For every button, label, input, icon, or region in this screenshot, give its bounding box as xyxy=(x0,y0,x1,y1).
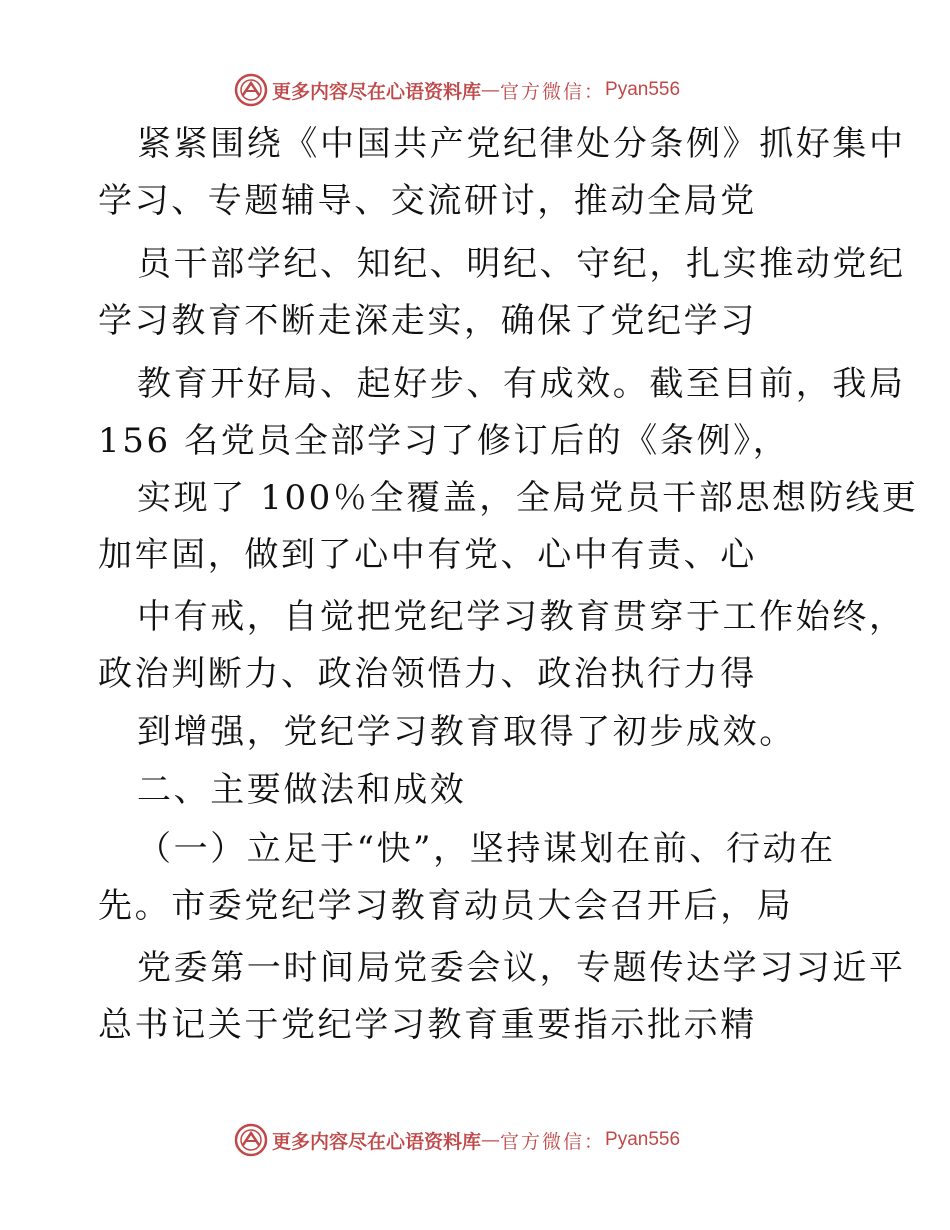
section-heading: 二、主要做法和成效 xyxy=(137,770,467,810)
text-line: 学习、专题辅导、交流研讨，推动全局党 xyxy=(98,181,757,221)
watermark-wechat-label: 官方微信： xyxy=(500,80,606,103)
text-line: 学习教育不断走深走实，确保了党纪学习 xyxy=(98,301,757,341)
watermark-wechat-id: Pyan556 xyxy=(605,79,681,100)
text-line: 总书记关于党纪学习教育重要指示批示精 xyxy=(98,1005,757,1045)
text-line: 政治判断力、政治领悟力、政治执行力得 xyxy=(98,654,757,694)
text-line: 紧紧围绕《中国共产党纪律处分条例》抓好集中 xyxy=(137,124,906,164)
watermark-wechat-label: 官方微信： xyxy=(500,1130,606,1153)
text-line: 实现了 100％全覆盖，全局党员干部思想防线更 xyxy=(137,478,919,518)
seal-logo-icon xyxy=(234,1123,268,1157)
watermark-separator: — xyxy=(481,79,501,101)
text-line: 员干部学纪、知纪、明纪、守纪，扎实推动党纪 xyxy=(137,244,906,284)
text-line: 加牢固，做到了心中有党、心中有责、心 xyxy=(98,535,757,575)
subsection-heading: （一）立足于“快”，坚持谋划在前、行动在 xyxy=(137,829,836,869)
watermark-wechat-id: Pyan556 xyxy=(605,1129,681,1150)
text-line: 156 名党员全部学习了修订后的《条例》， xyxy=(98,421,790,461)
footer-watermark xyxy=(234,1122,680,1158)
text-line: 党委第一时间局党委会议，专题传达学习习近平 xyxy=(137,948,906,988)
watermark-separator: — xyxy=(481,1129,501,1151)
text-line: 到增强，党纪学习教育取得了初步成效。 xyxy=(137,712,796,752)
text-line: 中有戒，自觉把党纪学习教育贯穿于工作始终， xyxy=(137,597,906,637)
watermark-main-text: 更多内容尽在心语资料库 xyxy=(272,1130,482,1153)
seal-logo-icon xyxy=(234,73,268,107)
text-line: 教育开好局、起好步、有成效。截至目前，我局 xyxy=(137,364,906,404)
text-line: 先。市委党纪学习教育动员大会召开后，局 xyxy=(98,886,794,926)
header-watermark xyxy=(234,72,680,108)
watermark-main-text: 更多内容尽在心语资料库 xyxy=(272,80,482,103)
